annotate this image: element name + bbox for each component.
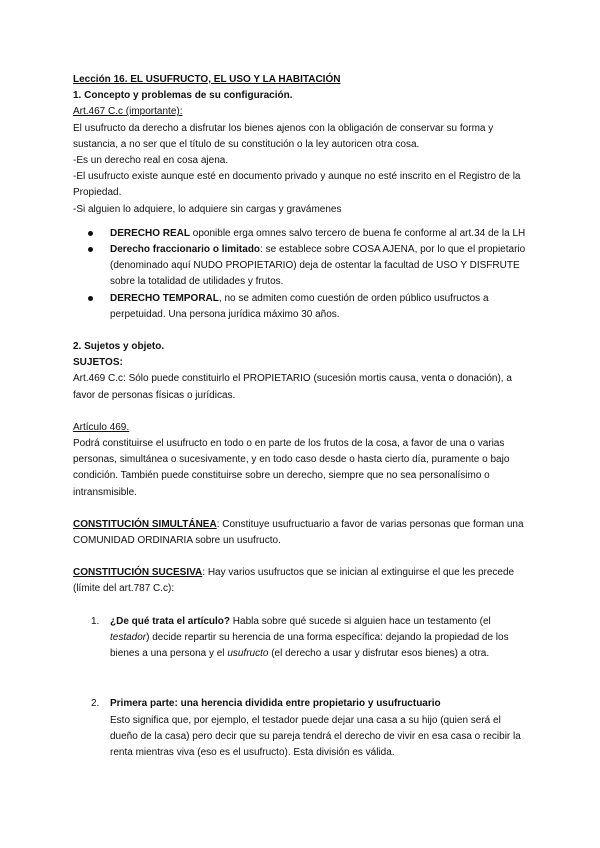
list-item-text: Esto significa que, por ejemplo, el testador puede dejar una casa a su hijo (quien será el dueño de la casa) pero decir que su pareja tendrá el derecho de vivir en esa casa o recibir la renta mientras viva (eso es el usufructo). Esta división es válida.: [110, 714, 521, 758]
bullet-icon: [88, 231, 93, 236]
bullet-text: : se establece sobre COSA AJENA, por lo que el propietario (denominado aquí NUDO PROPIETARIO) deja de ostentar la facultad de USO Y DISFRUTE sobre la totalidad de utilidades y frutos.: [110, 244, 526, 288]
usufructo-term: usufructo: [227, 648, 269, 660]
constitucion-simultanea: [73, 517, 528, 549]
art-467-label: Art.467 C.c (importante):: [73, 106, 183, 118]
list-item: [73, 614, 528, 663]
usufructo-definition: El usufructo da derecho a disfrutar los bienes ajenos con la obligación de conservar su forma y sustancia, a no ser que el título de su constitución o la ley autoricen otra cosa.: [73, 122, 494, 150]
lesson-title: Lección 16. EL USUFRUCTO, EL USO Y LA HABITACIÓN: [73, 74, 341, 85]
documento-privado-line: -El usufructo existe aunque esté en documento privado y aunque no esté inscrito en el Registro de la Propiedad.: [73, 171, 521, 199]
list-number: 2.: [91, 698, 100, 710]
bullet-icon: [88, 247, 93, 252]
list-item: [73, 226, 528, 242]
sin-cargas-line: -Si alguien lo adquiere, lo adquiere sin cargas y gravámenes: [73, 203, 342, 215]
art-469-text: Art.469 C.c: Sólo puede constituirlo el PROPIETARIO (sucesión mortis causa, venta o donación), a favor de personas físicas o jurídicas.: [73, 373, 512, 401]
sujetos-label: SUJETOS:: [73, 357, 123, 369]
document-page: [73, 72, 528, 761]
bullet-bold: DERECHO REAL: [110, 227, 191, 239]
bullet-text: oponible erga omnes salvo tercero de buena fe conforme al art.34 de la LH: [190, 227, 526, 239]
list-item-text: ) decide repartir su herencia de una forma específica: dejando la propiedad de los bienes a una persona y el: [110, 631, 509, 660]
constitucion-sucesiva: [73, 565, 528, 597]
list-item-bold: Primera parte: una herencia dividida entre propietario y usufructuario: [110, 698, 441, 710]
simultanea-text: : Constituye usufructuario a favor de varias personas que forman una COMUNIDAD ORDINARIA sobre un usufructo.: [73, 518, 524, 547]
derecho-real-line: -Es un derecho real en cosa ajena.: [73, 155, 229, 167]
numbered-list: [73, 614, 528, 761]
list-item-text: Habla sobre qué sucede si alguien hace un testamento (el: [230, 615, 491, 627]
section-2-heading: 2. Sujetos y objeto.: [73, 341, 165, 353]
simultanea-label: CONSTITUCIÓN SIMULTÁNEA: [73, 518, 217, 530]
bullet-icon: [88, 296, 93, 301]
list-item: [73, 696, 528, 761]
list-item: [73, 242, 528, 291]
sucesiva-text: : Hay varios usufructos que se inician al extinguirse el que les precede (límite del art.787 C.c):: [73, 567, 515, 595]
list-item-text: (el derecho a usar y disfrutar esos bienes) a otra.: [268, 648, 490, 660]
sucesiva-label: CONSTITUCIÓN SUCESIVA: [73, 567, 203, 579]
list-item-bold: ¿De qué trata el artículo?: [110, 615, 231, 627]
bullet-bold: DERECHO TEMPORAL: [110, 292, 219, 304]
list-item: [73, 291, 528, 323]
articulo-469-label: Artículo 469.: [73, 421, 130, 433]
section-1-heading: 1. Concepto y problemas de su configuración.: [73, 90, 293, 102]
testador-term: testador: [110, 631, 147, 643]
bullet-bold: Derecho fraccionario o limitado: [110, 244, 261, 256]
characteristics-list: [73, 226, 528, 323]
bullet-text: , no se admiten como cuestión de orden público usufructos a perpetuidad. Una persona jurídica máximo 30 años.: [110, 292, 489, 320]
list-number: 1.: [91, 615, 100, 627]
articulo-469-text: Podrá constituirse el usufructo en todo o en parte de los frutos de la cosa, a favor de una o varias personas, simultánea o sucesivamente, y en todo caso desde o hasta cierto día, puramente o bajo condición. También puede constituirse sobre un derecho, siempre que no sea personalísimo o intransmisible.: [73, 438, 510, 498]
